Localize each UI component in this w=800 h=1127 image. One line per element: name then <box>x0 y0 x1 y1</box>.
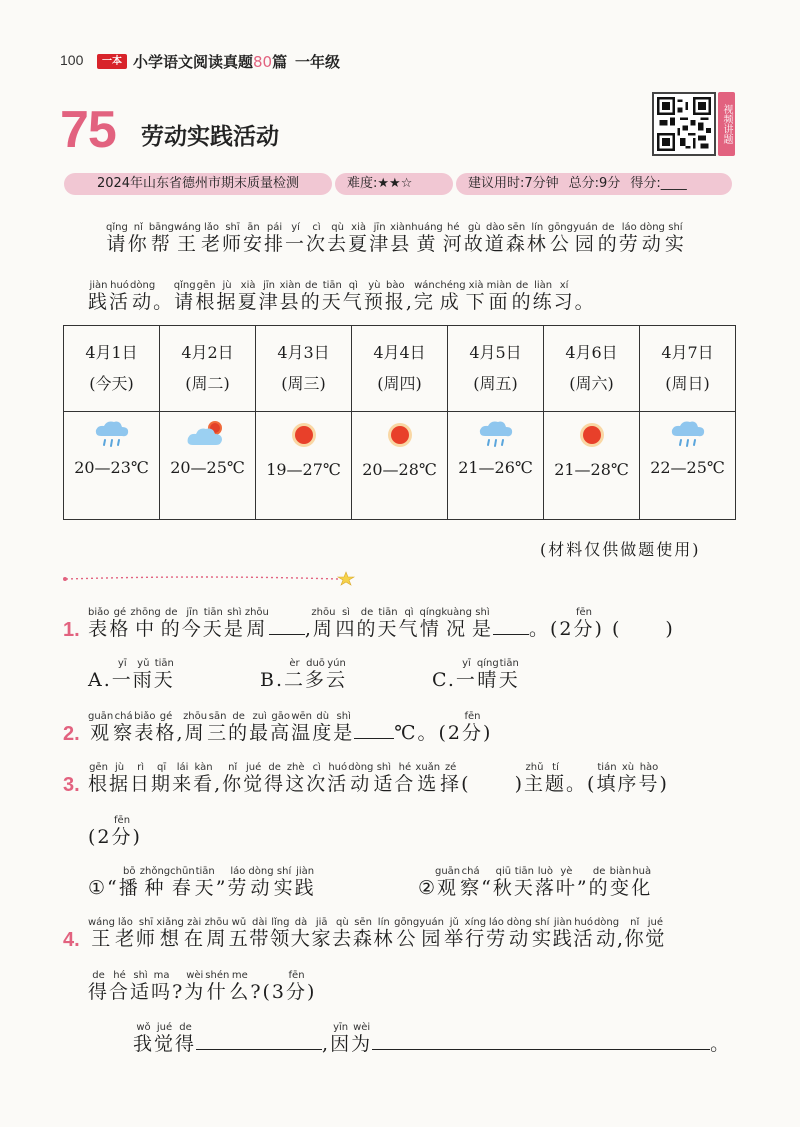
hanzi-with-pinyin: 觉jué <box>154 1022 176 1055</box>
hanzi-with-pinyin: 劳láo <box>227 866 249 899</box>
hanzi-with-pinyin: 来lái <box>172 762 194 795</box>
q3-option-1[interactable]: ①“播bō种zhǒng春chūn天tiān”劳láo动dòng实shí践jiàn <box>88 866 316 899</box>
temperature-range: 21—26℃ <box>458 458 533 477</box>
sun-icon <box>544 418 639 452</box>
hanzi-with-pinyin: 根gēn <box>195 280 217 313</box>
weather-cell <box>64 412 160 520</box>
weather-cell <box>352 412 448 520</box>
sun-icon <box>352 418 447 452</box>
q1-stem <box>88 607 269 640</box>
hanzi-with-pinyin: 请qǐng <box>173 280 196 313</box>
hanzi-with-pinyin: 大dà <box>290 917 312 950</box>
temperature-range: 20—23℃ <box>74 458 149 477</box>
lesson-title: 劳动实践活动 <box>141 124 279 150</box>
hanzi-with-pinyin: 的de <box>228 711 250 744</box>
hanzi-with-pinyin: 雨yǔ <box>132 658 154 691</box>
hanzi-with-pinyin: 多duō <box>305 658 327 691</box>
hanzi-with-pinyin: 这zhè <box>285 762 307 795</box>
lesson-number: 75 <box>60 101 116 159</box>
hanzi-with-pinyin: 合hé <box>109 970 131 1003</box>
day-label: (周日) <box>665 373 710 393</box>
hanzi-with-pinyin: 公gōng <box>547 222 573 255</box>
hanzi-with-pinyin: 夏xià <box>348 222 370 255</box>
hanzi-with-pinyin: 的de <box>588 866 610 899</box>
hanzi-with-pinyin: 最zuì <box>249 711 271 744</box>
question-1-text: 表biǎo格gé中zhōng的de今jīn天tiān是shì周zhōu,周zhōu四sì的de天tiān气qì情qíng况kuàng是shì。(2分fēn) ( ) <box>88 607 675 640</box>
hanzi-with-pinyin: 带dài <box>249 917 270 950</box>
q1-option-b-label: B. <box>260 669 285 691</box>
hanzi-with-pinyin: 帮bāng <box>148 222 174 255</box>
hanzi-with-pinyin: 在zài <box>183 917 205 950</box>
hanzi-with-pinyin: 森sēn <box>352 917 374 950</box>
day-label: (今天) <box>89 373 134 393</box>
rain-icon <box>448 418 543 450</box>
hanzi-with-pinyin: 动dòng <box>348 762 374 795</box>
q2-score: (2分fēn) <box>438 711 493 744</box>
brand-logo: 一本 <box>97 54 127 69</box>
hanzi-with-pinyin: 黄huáng <box>411 222 443 255</box>
hanzi-with-pinyin: 五wǔ <box>228 917 250 950</box>
date-row <box>64 326 736 412</box>
q1-option-c-label: C. <box>432 669 456 691</box>
hanzi-with-pinyin: 践jiàn <box>294 866 316 899</box>
q1-score: (2分fēn) <box>549 607 604 640</box>
hanzi-with-pinyin: 觉jué <box>243 762 265 795</box>
weather-cell <box>448 412 544 520</box>
book-title-prefix: 小学语文阅读真题 <box>133 53 254 71</box>
q1-option-a-label: A. <box>88 669 112 691</box>
question-4-answer <box>133 1022 793 1054</box>
hanzi-with-pinyin: 吗ma <box>151 970 173 1003</box>
hanzi-with-pinyin: 报bào <box>384 280 406 313</box>
date-label: 4月5日 <box>469 343 522 363</box>
hanzi-with-pinyin: 师shī <box>135 917 157 950</box>
hanzi-with-pinyin: 园yuán <box>419 917 444 950</box>
date-cell <box>256 326 352 412</box>
hanzi-with-pinyin: 领lǐng <box>269 917 291 950</box>
intro-line-1 <box>106 222 766 254</box>
hanzi-with-pinyin: 叶yè <box>555 866 577 899</box>
hanzi-with-pinyin: 道dào <box>484 222 506 255</box>
hanzi-with-pinyin: 今jīn <box>181 607 203 640</box>
weather-cell <box>544 412 640 520</box>
hanzi-with-pinyin: 情qíng <box>419 607 442 640</box>
day-label: (周三) <box>281 373 326 393</box>
hanzi-with-pinyin: 我wǒ <box>133 1022 155 1055</box>
hanzi-with-pinyin: 适shì <box>130 970 152 1003</box>
hanzi-with-pinyin: 实shí <box>273 866 295 899</box>
video-explanation-tag[interactable]: 视频讲题 <box>718 92 735 156</box>
hanzi-with-pinyin: 察chá <box>460 866 482 899</box>
weather-table <box>63 325 736 520</box>
question-3-options <box>88 866 748 898</box>
hanzi-with-pinyin: 你nǐ <box>624 917 646 950</box>
hanzi-with-pinyin: 日rì <box>130 762 152 795</box>
hanzi-with-pinyin: 期qī <box>151 762 173 795</box>
hanzi-with-pinyin: 一yī <box>455 658 477 691</box>
hanzi-with-pinyin: 王wáng <box>88 917 115 950</box>
question-3-score: (2分fēn) <box>88 815 142 848</box>
suggested-time: 建议用时:7分钟 <box>468 176 559 191</box>
q1-stem-2 <box>311 607 493 640</box>
hanzi-with-pinyin: 格gé <box>155 711 177 744</box>
hanzi-with-pinyin: 周zhōu <box>204 917 229 950</box>
hanzi-with-pinyin: 观guān <box>434 866 461 899</box>
hanzi-with-pinyin: 动dòng <box>639 222 665 255</box>
hanzi-with-pinyin: 请qǐng <box>106 222 128 255</box>
hanzi-with-pinyin: 题tí <box>545 762 567 795</box>
hanzi-with-pinyin: 化huà <box>631 866 653 899</box>
q1-option-b[interactable] <box>260 658 432 690</box>
q4-answer-lead <box>133 1022 197 1055</box>
hanzi-with-pinyin: 林lín <box>373 917 395 950</box>
hanzi-with-pinyin: 天tiān <box>202 607 224 640</box>
hanzi-with-pinyin: 故gù <box>463 222 485 255</box>
hanzi-with-pinyin: 天tiān <box>498 658 520 691</box>
date-label: 4月7日 <box>661 343 714 363</box>
hanzi-with-pinyin: 度dù <box>312 711 334 744</box>
intro-line-2: 践jiàn活huó动dòng。请qǐng根gēn据jù夏xià津jīn县xiàn的de天tiān气qì预yù报bào,完wán成chéng下xià面miàn的de练liàn习xí。 <box>88 280 596 313</box>
hanzi-with-pinyin: 动dòng <box>593 917 620 950</box>
hanzi-with-pinyin: 为wèi <box>351 1022 373 1055</box>
grade-label: 一年级 <box>295 53 341 71</box>
hanzi-with-pinyin: 的de <box>160 607 182 640</box>
hanzi-with-pinyin: 合hé <box>394 762 416 795</box>
hanzi-with-pinyin: 分fēn <box>111 815 133 848</box>
sun-icon <box>256 418 351 452</box>
weather-row <box>64 412 736 520</box>
hanzi-with-pinyin: 的de <box>511 280 533 313</box>
hanzi-with-pinyin: 是shì <box>223 607 245 640</box>
question-4-line-2: 得de合hé适shì吗ma?为wèi什shén么me?(3分fēn) <box>88 970 317 1003</box>
material-note: (材料仅供做题使用) <box>540 540 701 559</box>
star-icon <box>338 572 354 585</box>
hanzi-with-pinyin: 县xiàn <box>390 222 412 255</box>
hanzi-with-pinyin: 公gōng <box>394 917 420 950</box>
date-label: 4月4日 <box>373 343 426 363</box>
source-pill: 2024年山东省德州市期末质量检测 <box>64 173 332 195</box>
hanzi-with-pinyin: 的de <box>300 280 322 313</box>
hanzi-with-pinyin: 察chá <box>113 711 135 744</box>
date-cell <box>640 326 736 412</box>
hanzi-with-pinyin: 行xíng <box>464 917 487 950</box>
hanzi-with-pinyin: 动dòng <box>248 866 274 899</box>
hanzi-with-pinyin: 适shì <box>373 762 395 795</box>
hanzi-with-pinyin: 看kàn <box>193 762 215 795</box>
weather-cell <box>640 412 736 520</box>
hanzi-with-pinyin: 得de <box>175 1022 197 1055</box>
q4-answer-reason-lead: ,因yīn为wèi <box>322 1022 373 1055</box>
q1-option-a[interactable] <box>88 658 260 690</box>
hanzi-with-pinyin: 气qì <box>342 280 364 313</box>
q1-blank-1[interactable] <box>269 619 305 635</box>
hanzi-with-pinyin: 分fēn <box>573 607 595 640</box>
question-3-number: 3. <box>63 774 80 796</box>
hanzi-with-pinyin: 的de <box>597 222 619 255</box>
book-title-count: 80 <box>253 53 273 71</box>
hanzi-with-pinyin: 天tiān <box>377 607 399 640</box>
hanzi-with-pinyin: 排pái <box>264 222 286 255</box>
book-title-suffix: 篇 <box>272 53 288 71</box>
time-score-pill <box>456 173 732 195</box>
hanzi-with-pinyin: 么me <box>229 970 251 1003</box>
hanzi-with-pinyin: 选xuǎn <box>415 762 441 795</box>
hanzi-with-pinyin: 播bō <box>118 866 140 899</box>
hanzi-with-pinyin: 是shì <box>471 607 493 640</box>
q2-blank[interactable] <box>354 723 394 739</box>
hanzi-with-pinyin: 格gé <box>109 607 131 640</box>
hanzi-with-pinyin: 二èr <box>284 658 306 691</box>
hanzi-with-pinyin: 完wán <box>413 280 435 313</box>
date-label: 4月6日 <box>565 343 618 363</box>
hanzi-with-pinyin: 温wēn <box>291 711 313 744</box>
hanzi-with-pinyin: 面miàn <box>486 280 512 313</box>
hanzi-with-pinyin: 动dòng <box>506 917 532 950</box>
hanzi-with-pinyin: 劳láo <box>618 222 640 255</box>
hanzi-with-pinyin: 林lín <box>526 222 548 255</box>
hanzi-with-pinyin: 观guān <box>88 711 114 744</box>
hanzi-with-pinyin: 想xiǎng <box>156 917 184 950</box>
hanzi-with-pinyin: 主zhǔ <box>524 762 546 795</box>
hanzi-with-pinyin: 津jīn <box>258 280 280 313</box>
q4-end-mark: 。 <box>710 1033 732 1055</box>
hanzi-with-pinyin: 根gēn <box>88 762 110 795</box>
hanzi-with-pinyin: 分fēn <box>286 970 308 1003</box>
hanzi-with-pinyin: 云yún <box>326 658 348 691</box>
hanzi-with-pinyin: 老lǎo <box>200 222 222 255</box>
temperature-range: 21—28℃ <box>554 460 629 479</box>
q1-option-c[interactable] <box>432 658 520 690</box>
hanzi-with-pinyin: 师shī <box>221 222 243 255</box>
total-score: 总分:9分 <box>568 176 621 191</box>
page-number: 100 <box>60 52 84 68</box>
hanzi-with-pinyin: 家jiā <box>311 917 333 950</box>
hanzi-with-pinyin: 表biǎo <box>134 711 156 744</box>
hanzi-with-pinyin: 活huó <box>109 280 131 313</box>
question-1-number: 1. <box>63 619 80 641</box>
day-label: (周六) <box>569 373 614 393</box>
hanzi-with-pinyin: 津jīn <box>369 222 391 255</box>
hanzi-with-pinyin: 举jǔ <box>443 917 465 950</box>
hanzi-with-pinyin: 去qù <box>332 917 353 950</box>
q3-stem: 根gēn据jù日rì期qī来lái看kàn,你nǐ觉jué得de这zhè次cì活huó动dòng适shì合hé选xuǎn择zé <box>88 762 462 795</box>
difficulty-pill: 难度:★★☆ <box>335 173 453 195</box>
hanzi-with-pinyin: 你nǐ <box>222 762 244 795</box>
qr-code-icon[interactable] <box>652 92 716 156</box>
date-cell <box>352 326 448 412</box>
question-2-number: 2. <box>63 723 80 745</box>
hanzi-with-pinyin: 秋qiū <box>492 866 514 899</box>
day-label: (周二) <box>185 373 230 393</box>
q3-option-2[interactable]: ②观guān察chá“秋qiū天tiān落luò叶yè”的de变biàn化huà <box>418 866 653 899</box>
date-label: 4月1日 <box>85 343 138 363</box>
hanzi-with-pinyin: 分fēn <box>462 711 484 744</box>
temperature-range: 20—28℃ <box>362 460 437 479</box>
hanzi-with-pinyin: 践jiàn <box>88 280 110 313</box>
date-cell <box>160 326 256 412</box>
hanzi-with-pinyin: 下xià <box>465 280 487 313</box>
hanzi-with-pinyin: 晴qíng <box>476 658 499 691</box>
hanzi-with-pinyin: 得de <box>88 970 110 1003</box>
hanzi-with-pinyin: 成chéng <box>434 280 466 313</box>
hanzi-with-pinyin: 实shí <box>664 222 686 255</box>
q3-stem-2: 主zhǔ题tí。(填tián序xù号hào) <box>524 762 669 795</box>
hanzi-with-pinyin: 天tiān <box>513 866 535 899</box>
hanzi-with-pinyin: 活huó <box>327 762 349 795</box>
hanzi-with-pinyin: 动dòng <box>130 280 156 313</box>
book-title <box>133 51 287 72</box>
q1-blank-2[interactable] <box>493 619 529 635</box>
question-1-options <box>88 658 748 690</box>
date-label: 4月2日 <box>181 343 234 363</box>
hanzi-with-pinyin: 为wèi <box>184 970 206 1003</box>
hanzi-with-pinyin: 园yuán <box>572 222 598 255</box>
dotted-divider <box>62 570 362 586</box>
hanzi-with-pinyin: 据jù <box>109 762 131 795</box>
hanzi-with-pinyin: 周zhōu <box>183 711 208 744</box>
hanzi-with-pinyin: 种zhǒng <box>139 866 171 899</box>
question-2-text <box>88 711 748 743</box>
question-3-text: 根gēn据jù日rì期qī来lái看kàn,你nǐ觉jué得de这zhè次cì活huó动dòng适shì合hé选xuǎn择zé( )主zhǔ题tí。(填tián序xù号hào) <box>88 762 669 795</box>
hanzi-with-pinyin: 气qì <box>398 607 420 640</box>
hanzi-with-pinyin: 天tiān <box>194 866 216 899</box>
hanzi-with-pinyin: 实shí <box>531 917 553 950</box>
hanzi-with-pinyin: 践jiàn <box>552 917 574 950</box>
hanzi-with-pinyin: 三sān <box>207 711 229 744</box>
hanzi-with-pinyin: 春chūn <box>170 866 195 899</box>
hanzi-with-pinyin: 老lǎo <box>115 917 136 950</box>
hanzi-with-pinyin: 中zhōng <box>130 607 161 640</box>
day-label: (周四) <box>377 373 422 393</box>
hanzi-with-pinyin: 县xiàn <box>279 280 301 313</box>
hanzi-with-pinyin: 河hé <box>442 222 464 255</box>
question-4-number: 4. <box>63 929 80 951</box>
temperature-range: 22—25℃ <box>650 458 725 477</box>
hanzi-with-pinyin: 择zé <box>440 762 462 795</box>
date-cell <box>64 326 160 412</box>
hanzi-with-pinyin: 是shì <box>333 711 355 744</box>
temperature-range: 19—27℃ <box>266 460 341 479</box>
hanzi-with-pinyin: 觉jué <box>645 917 666 950</box>
hanzi-with-pinyin: 四sì <box>335 607 357 640</box>
hanzi-with-pinyin: 你nǐ <box>127 222 149 255</box>
hanzi-with-pinyin: 高gāo <box>270 711 292 744</box>
hanzi-with-pinyin: 号hào <box>638 762 660 795</box>
hanzi-with-pinyin: 一yī <box>111 658 133 691</box>
question-4-line-1: 王wáng老lǎo师shī想xiǎng在zài周zhōu五wǔ带dài领lǐng大dà家jiā去qù森sēn林lín公gōng园yuán举jǔ行xíng劳láo动dòng实shí践jiàn活huó动dòng,你nǐ觉jué <box>88 917 666 950</box>
hanzi-with-pinyin: 变biàn <box>609 866 632 899</box>
hanzi-with-pinyin: 填tián <box>596 762 618 795</box>
hanzi-with-pinyin: 劳láo <box>486 917 507 950</box>
hanzi-with-pinyin: 什shén <box>205 970 230 1003</box>
earned-score: 得分:____ <box>630 176 687 191</box>
weather-cell <box>256 412 352 520</box>
hanzi-with-pinyin: 次cì <box>306 222 328 255</box>
hanzi-with-pinyin: 据jù <box>216 280 238 313</box>
hanzi-with-pinyin: 的de <box>356 607 378 640</box>
hanzi-with-pinyin: 落luò <box>534 866 556 899</box>
q2-stem: 观guān察chá表biǎo格gé,周zhōu三sān的de最zuì高gāo温wēn度dù是shì <box>88 711 355 744</box>
hanzi-with-pinyin: 去qù <box>327 222 349 255</box>
temperature-range: 20—25℃ <box>170 458 245 477</box>
hanzi-with-pinyin: 一yí <box>285 222 307 255</box>
date-cell <box>448 326 544 412</box>
hanzi-with-pinyin: 表biǎo <box>88 607 110 640</box>
hanzi-with-pinyin: 安ān <box>243 222 265 255</box>
rain-icon <box>64 418 159 450</box>
hanzi-with-pinyin: 夏xià <box>237 280 259 313</box>
rain-icon <box>640 418 735 450</box>
hanzi-with-pinyin: 预yù <box>363 280 385 313</box>
weather-cell <box>160 412 256 520</box>
hanzi-with-pinyin: 得de <box>264 762 286 795</box>
date-cell <box>544 326 640 412</box>
hanzi-with-pinyin: 王wáng <box>173 222 201 255</box>
hanzi-with-pinyin: 天tiān <box>153 658 175 691</box>
date-label: 4月3日 <box>277 343 330 363</box>
q2-unit: ℃。 <box>394 722 439 744</box>
hanzi-with-pinyin: 森sēn <box>505 222 527 255</box>
hanzi-with-pinyin: 次cì <box>306 762 328 795</box>
hanzi-with-pinyin: 况kuàng <box>441 607 472 640</box>
day-label: (周五) <box>473 373 518 393</box>
q4-blank-reason[interactable] <box>372 1034 710 1050</box>
hanzi-with-pinyin: 练liàn <box>532 280 554 313</box>
hanzi-with-pinyin: 因yīn <box>330 1022 352 1055</box>
cloudy-icon <box>160 418 255 450</box>
hanzi-with-pinyin: 周zhōu <box>311 607 336 640</box>
hanzi-with-pinyin: 周zhōu <box>244 607 269 640</box>
hanzi-with-pinyin: 活huó <box>573 917 594 950</box>
q4-blank-opinion[interactable] <box>196 1034 322 1050</box>
hanzi-with-pinyin: 习xí <box>553 280 575 313</box>
hanzi-with-pinyin: 天tiān <box>321 280 343 313</box>
hanzi-with-pinyin: 序xù <box>617 762 639 795</box>
